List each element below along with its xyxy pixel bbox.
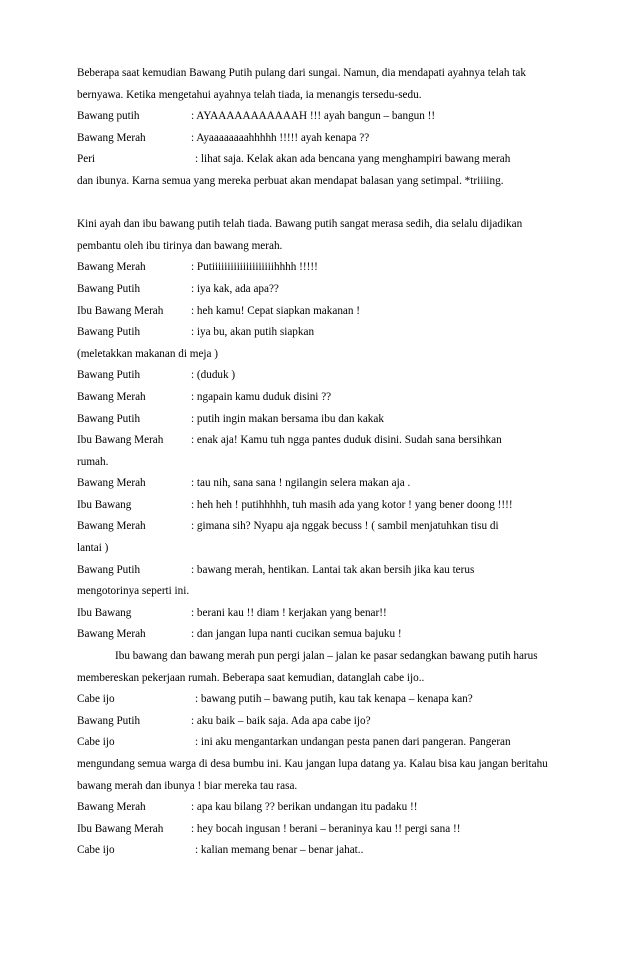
dialogue-continuation: lantai ) bbox=[77, 542, 109, 555]
speaker-name: Bawang Merah bbox=[77, 520, 146, 533]
dialogue-continuation: mengundang semua warga di desa bumbu ini. Kau jangan lupa datang ya. Kalau bisa kau jangan beritahu bawang merah dan ibunya ! biar mereka tau rasa. bbox=[77, 758, 548, 792]
dialogue-text: : lihat saja. Kelak akan ada bencana yang menghampiri bawang merah bbox=[195, 153, 511, 166]
document-body bbox=[77, 63, 569, 862]
dialogue-line bbox=[77, 149, 569, 171]
dialogue-line bbox=[77, 689, 569, 711]
dialogue-line bbox=[77, 301, 569, 323]
dialogue-text: : kalian memang benar – benar jahat.. bbox=[195, 844, 364, 857]
narration-paragraph: Kini ayah dan ibu bawang putih telah tiada. Bawang putih sangat merasa sedih, dia selalu dijadikan pembantu oleh ibu tirinya dan bawang merah. bbox=[77, 218, 523, 252]
speaker-name: Cabe ijo bbox=[77, 844, 115, 857]
paragraph-gap bbox=[77, 193, 569, 215]
dialogue-text: : tau nih, sana sana ! ngilangin selera makan aja . bbox=[191, 477, 411, 490]
speaker-name: Ibu Bawang Merah bbox=[77, 434, 164, 447]
dialogue-line bbox=[77, 106, 569, 128]
dialogue-line bbox=[77, 322, 569, 344]
speaker-name: Ibu Bawang Merah bbox=[77, 304, 164, 317]
dialogue-line bbox=[77, 257, 569, 279]
dialogue-line bbox=[77, 495, 569, 517]
dialogue-text: : putih ingin makan bersama ibu dan kakak bbox=[191, 412, 384, 425]
stage-direction: (meletakkan makanan di meja ) bbox=[77, 347, 219, 360]
speaker-name: Bawang putih bbox=[77, 110, 140, 123]
dialogue-line bbox=[77, 732, 569, 754]
speaker-name: Ibu Bawang bbox=[77, 606, 132, 619]
dialogue-text: : iya kak, ada apa?? bbox=[191, 282, 279, 295]
dialogue-continuation: mengotorinya seperti ini. bbox=[77, 585, 190, 598]
speaker-name: Bawang Putih bbox=[77, 282, 141, 295]
dialogue-line bbox=[77, 516, 569, 538]
dialogue-text: : enak aja! Kamu tuh ngga pantes duduk disini. Sudah sana bersihkan bbox=[191, 434, 502, 447]
dialogue-line bbox=[77, 560, 569, 582]
speaker-name: Ibu Bawang bbox=[77, 498, 132, 511]
speaker-name: Cabe ijo bbox=[77, 736, 115, 749]
speaker-name: Peri bbox=[77, 153, 96, 166]
dialogue-line bbox=[77, 603, 569, 625]
speaker-name: Bawang Putih bbox=[77, 563, 141, 576]
speaker-name: Bawang Merah bbox=[77, 628, 146, 641]
dialogue-text: : aku baik – baik saja. Ada apa cabe ijo? bbox=[191, 714, 371, 727]
speaker-name: Bawang Merah bbox=[77, 801, 146, 814]
speaker-name: Bawang Merah bbox=[77, 261, 146, 274]
dialogue-text: : Putiiiiiiiiiiiiiiiiiiiihhhh !!!!! bbox=[191, 261, 318, 274]
narration-paragraph: Ibu bawang dan bawang merah pun pergi jalan – jalan ke pasar sedangkan bawang putih harus membereskan pekerjaan rumah. Beberapa saat kemudian, datanglah cabe ijo.. bbox=[77, 650, 538, 684]
speaker-name: Bawang Merah bbox=[77, 131, 146, 144]
dialogue-text: : heh kamu! Cepat siapkan makanan ! bbox=[191, 304, 360, 317]
dialogue-text: : gimana sih? Nyapu aja nggak becuss ! ( sambil menjatuhkan tisu di bbox=[191, 520, 499, 533]
dialogue-text: : dan jangan lupa nanti cucikan semua bajuku ! bbox=[191, 628, 402, 641]
dialogue-line bbox=[77, 128, 569, 150]
dialogue-line bbox=[77, 711, 569, 733]
dialogue-text: : hey bocah ingusan ! berani – beraninya kau !! pergi sana !! bbox=[191, 822, 461, 835]
dialogue-text: : iya bu, akan putih siapkan bbox=[191, 326, 315, 339]
dialogue-line bbox=[77, 473, 569, 495]
speaker-name: Bawang Putih bbox=[77, 412, 141, 425]
dialogue-line bbox=[77, 387, 569, 409]
dialogue-line bbox=[77, 279, 569, 301]
dialogue-text: : Ayaaaaaaaahhhhh !!!!! ayah kenapa ?? bbox=[191, 131, 370, 144]
narration-paragraph: Beberapa saat kemudian Bawang Putih pulang dari sungai. Namun, dia mendapati ayahnya telah tak bernyawa. Ketika mengetahui ayahnya telah tiada, ia menangis tersedu-sedu. bbox=[77, 67, 526, 101]
dialogue-text: : AYAAAAAAAAAAAH !!! ayah bangun – bangun !! bbox=[191, 110, 436, 123]
dialogue-text: : (duduk ) bbox=[191, 369, 236, 382]
speaker-name: Ibu Bawang Merah bbox=[77, 822, 164, 835]
speaker-name: Cabe ijo bbox=[77, 693, 115, 706]
dialogue-text: : bawang putih – bawang putih, kau tak kenapa – kenapa kan? bbox=[195, 693, 473, 706]
dialogue-text: : ini aku mengantarkan undangan pesta panen dari pangeran. Pangeran bbox=[195, 736, 511, 749]
dialogue-text: : heh heh ! putihhhhh, tuh masih ada yang kotor ! yang bener doong !!!! bbox=[191, 498, 513, 511]
dialogue-line bbox=[77, 430, 569, 452]
dialogue-text: : berani kau !! diam ! kerjakan yang benar!! bbox=[191, 606, 387, 619]
dialogue-line bbox=[77, 409, 569, 431]
dialogue-line bbox=[77, 819, 569, 841]
dialogue-continuation: rumah. bbox=[77, 455, 109, 468]
dialogue-line bbox=[77, 624, 569, 646]
speaker-name: Bawang Putih bbox=[77, 369, 141, 382]
speaker-name: Bawang Putih bbox=[77, 714, 141, 727]
dialogue-line bbox=[77, 365, 569, 387]
dialogue-text: : apa kau bilang ?? berikan undangan itu padaku !! bbox=[191, 801, 418, 814]
dialogue-text: : bawang merah, hentikan. Lantai tak akan bersih jika kau terus bbox=[191, 563, 475, 576]
speaker-name: Bawang Putih bbox=[77, 326, 141, 339]
dialogue-text: : ngapain kamu duduk disini ?? bbox=[191, 390, 332, 403]
speaker-name: Bawang Merah bbox=[77, 477, 146, 490]
dialogue-line bbox=[77, 840, 569, 862]
dialogue-continuation: dan ibunya. Karna semua yang mereka perbuat akan mendapat balasan yang setimpal. *triiiing. bbox=[77, 174, 504, 187]
dialogue-line bbox=[77, 797, 569, 819]
speaker-name: Bawang Merah bbox=[77, 390, 146, 403]
